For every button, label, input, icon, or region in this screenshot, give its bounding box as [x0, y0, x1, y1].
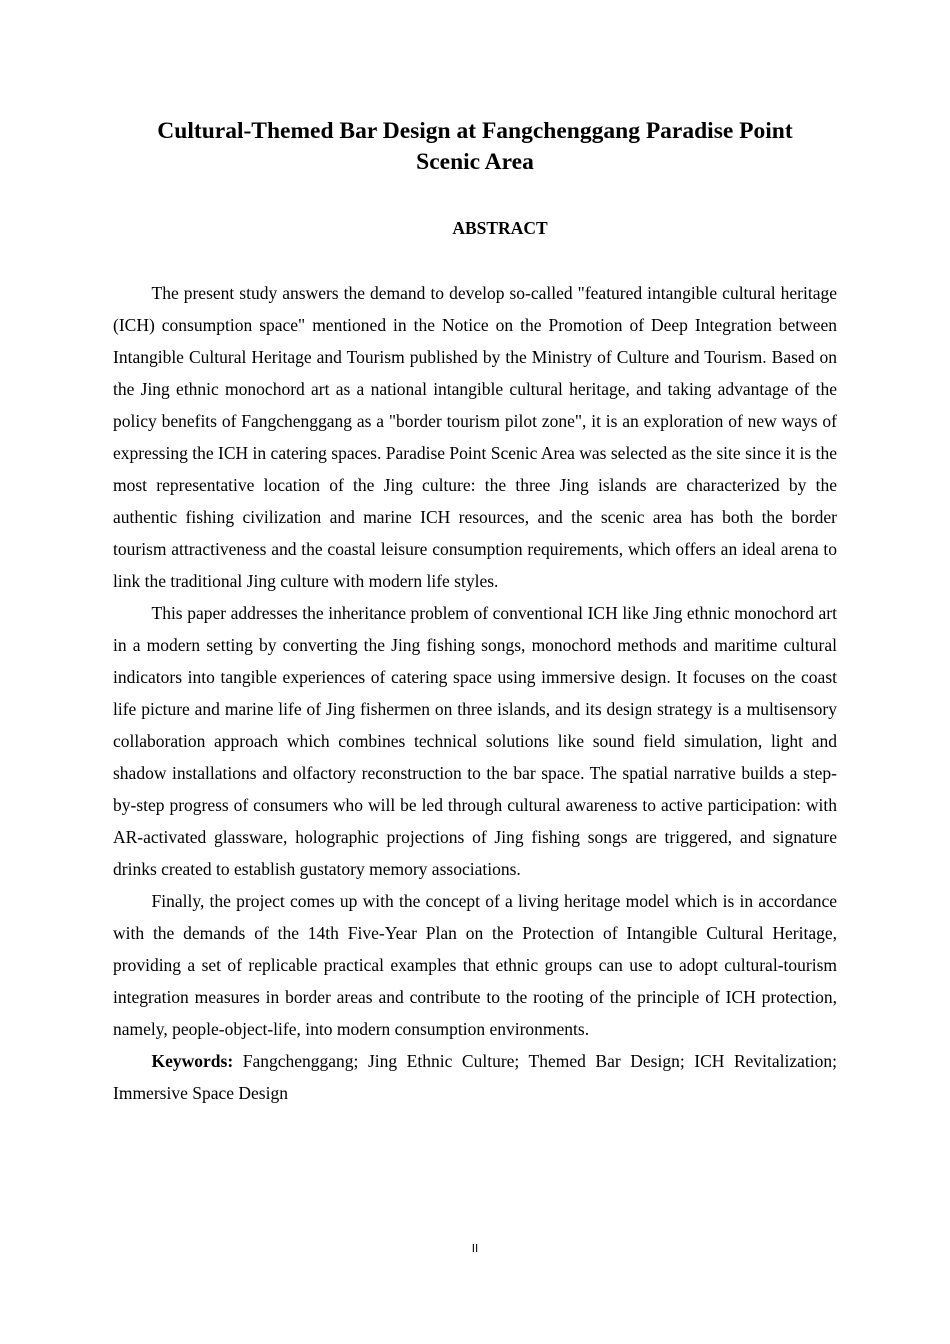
abstract-heading: ABSTRACT [452, 218, 548, 238]
keywords-paragraph [113, 1045, 837, 1109]
abstract-paragraph-1: The present study answers the demand to develop so-called "featured intangible cultural heritage (ICH) consumption space" mentioned in the Notice on the Promotion of Deep Integration between Intangible Cultural Heritage and Tourism published by the Ministry of Culture and Tourism. Based on the Jing ethnic monochord art as a national intangible cultural heritage, and taking advantage of the policy benefits of Fangchenggang as a "border tourism pilot zone", it is an exploration of new ways of expressing the ICH in catering spaces. Paradise Point Scenic Area was selected as the site since it is the most representative location of the Jing culture: the three Jing islands are characterized by the authentic fishing civilization and marine ICH resources, and the scenic area has both the border tourism attractiveness and the coastal leisure consumption requirements, which offers an ideal arena to link the traditional Jing culture with modern life styles. [113, 283, 837, 591]
abstract-paragraph-2: This paper addresses the inheritance problem of conventional ICH like Jing ethnic monochord art in a modern setting by converting the Jing fishing songs, monochord methods and maritime cultural indicators into tangible experiences of catering space using immersive design. It focuses on the coast life picture and marine life of Jing fishermen on three islands, and its design strategy is a multisensory collaboration approach which combines technical solutions like sound field simulation, light and shadow installations and olfactory reconstruction to the bar space. The spatial narrative builds a step-by-step progress of consumers who will be led through cultural awareness to active participation: with AR-activated glassware, holographic projections of Jing fishing songs are triggered, and signature drinks created to establish gustatory memory associations. [113, 603, 837, 879]
title-line-2: Scenic Area [416, 149, 534, 175]
title-line-1: Cultural-Themed Bar Design at Fangchenggang Paradise Point [157, 118, 793, 144]
abstract-body [113, 277, 837, 1109]
document-title [100, 116, 850, 178]
keywords-label: Keywords: [151, 1051, 234, 1071]
abstract-paragraph-3: Finally, the project comes up with the concept of a living heritage model which is in accordance with the demands of the 14th Five-Year Plan on the Protection of Intangible Cultural Heritage, providing a set of replicable practical examples that ethnic groups can use to adopt cultural-tourism integration measures in border areas and contribute to the rooting of the principle of ICH protection, namely, people-object-life, into modern consumption environments. [113, 891, 837, 1039]
page-number: II [471, 1242, 479, 1255]
keywords-text: Fangchenggang; Jing Ethnic Culture; Themed Bar Design; ICH Revitalization; Immersive Space Design [113, 1051, 837, 1103]
